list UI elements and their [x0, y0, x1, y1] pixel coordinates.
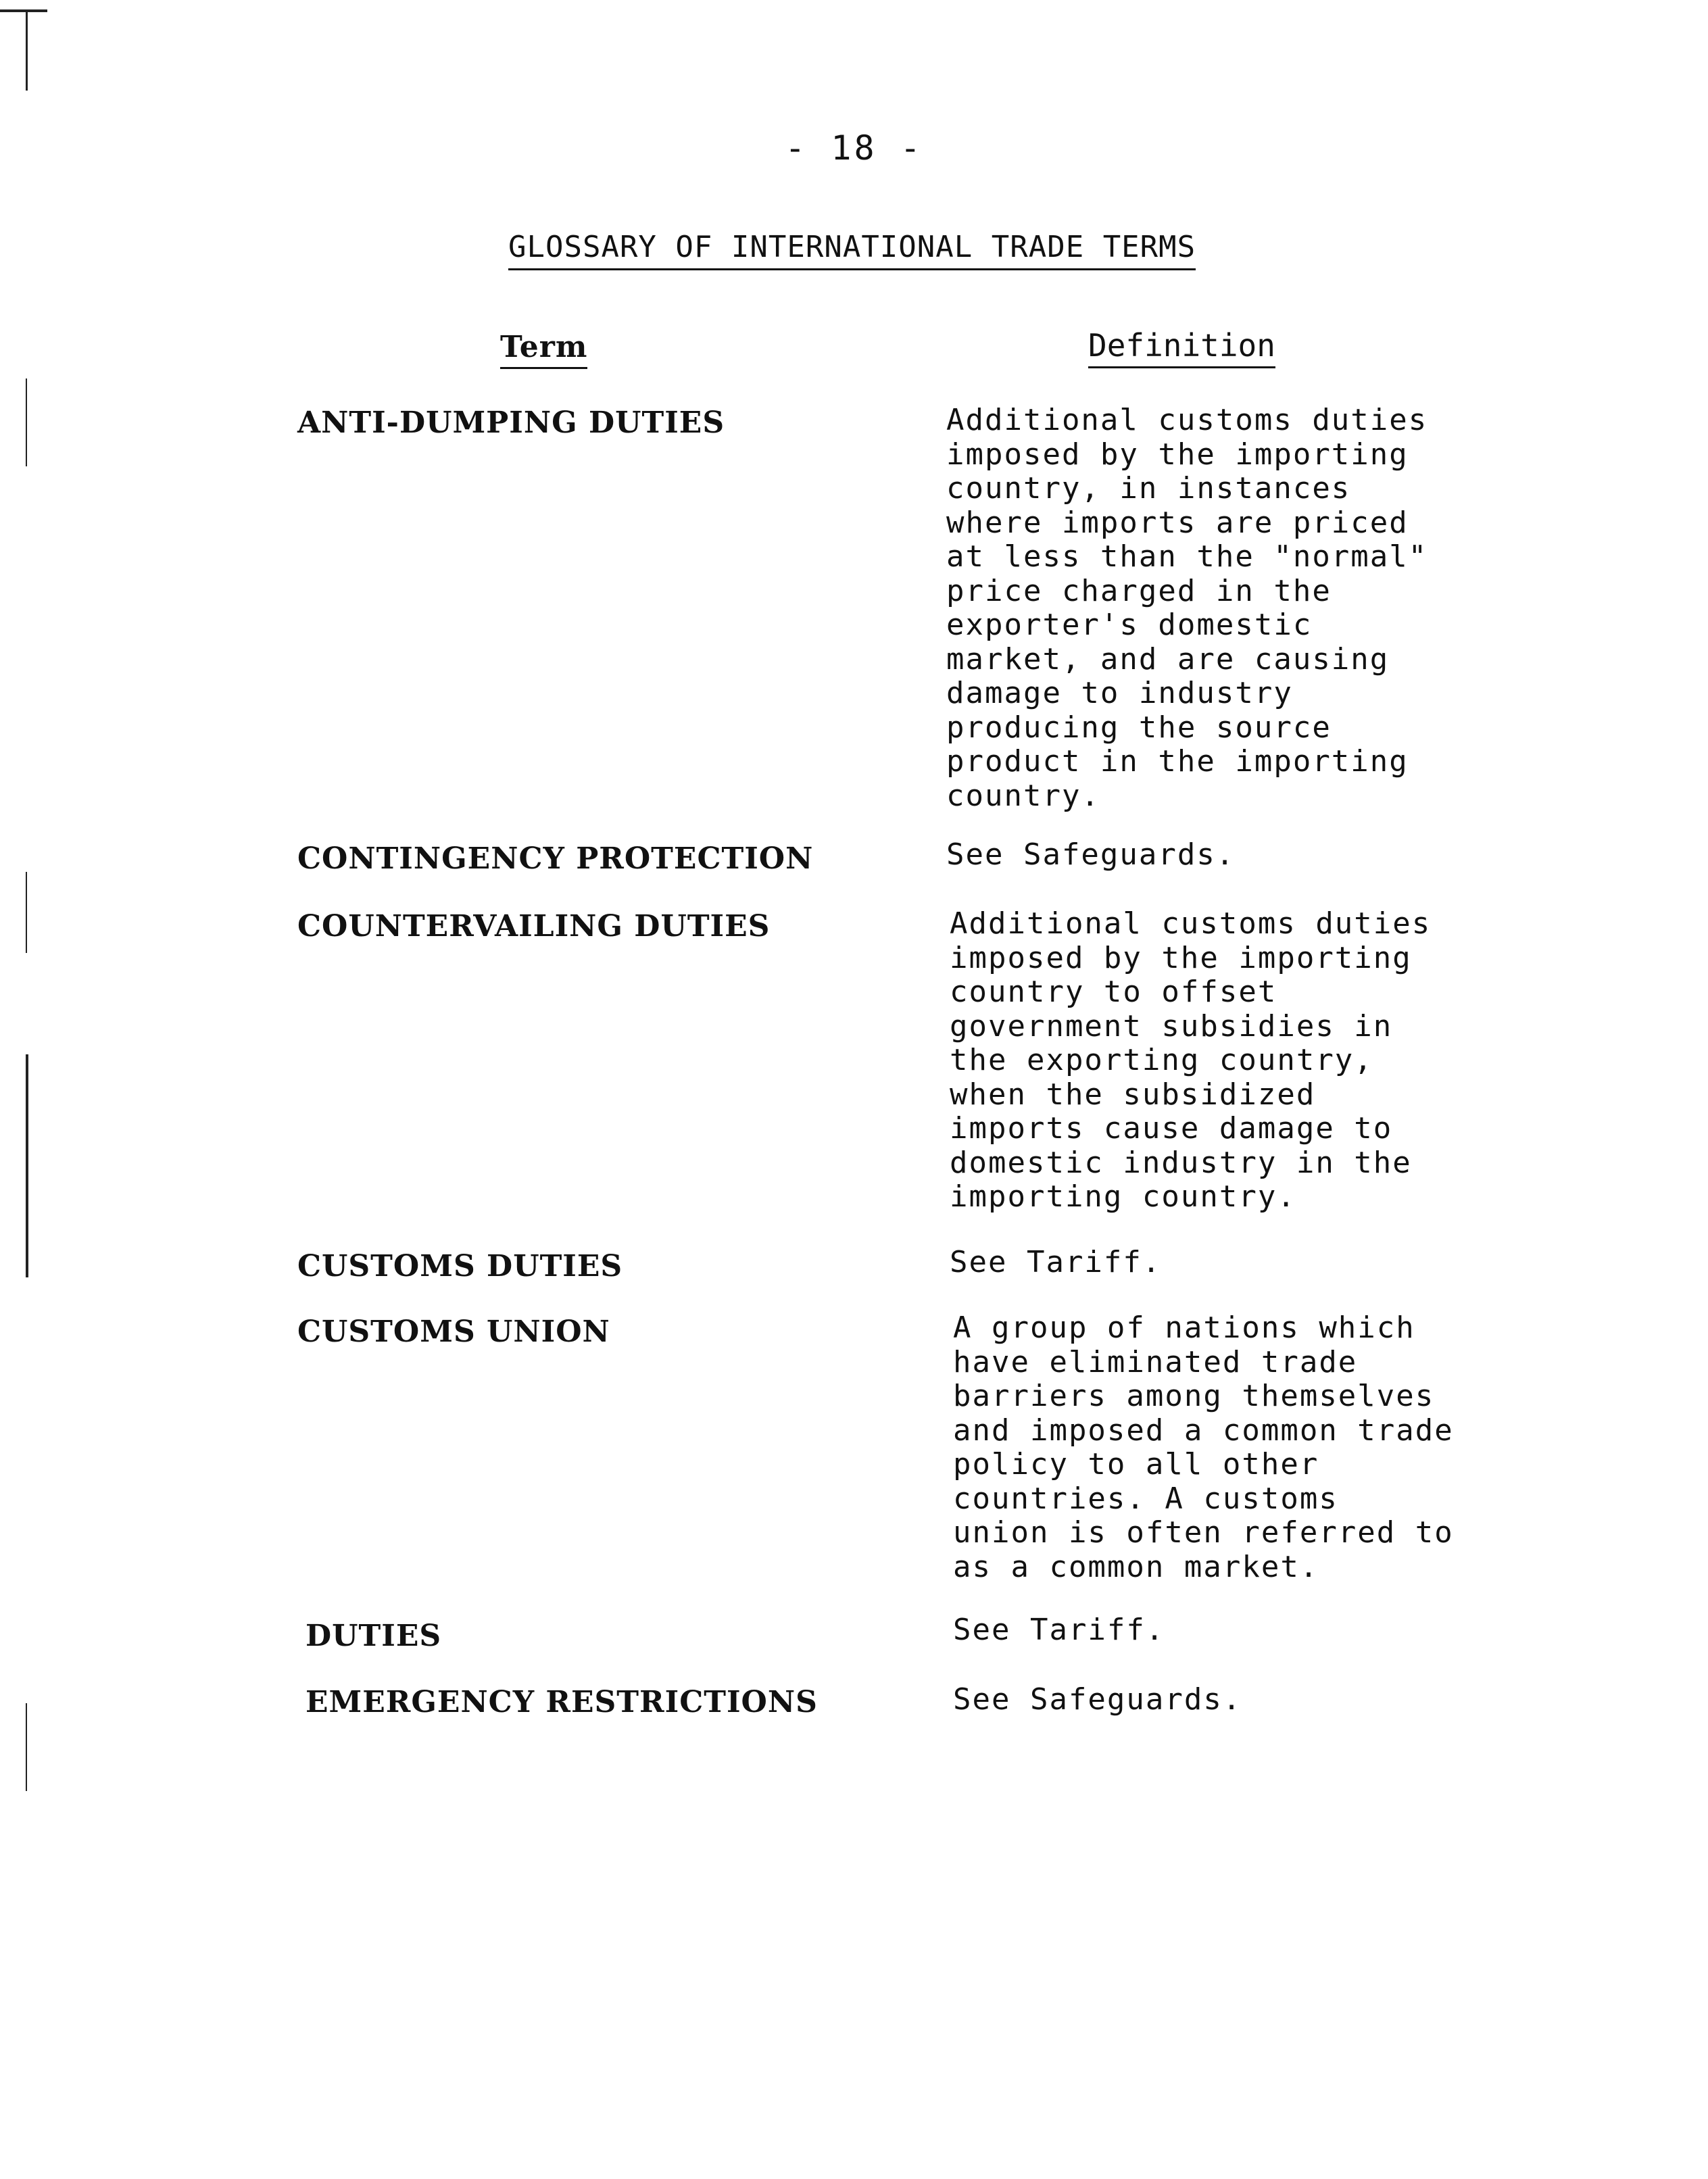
margin-rule-1 — [26, 378, 27, 466]
glossary-definition: See Tariff. — [953, 1613, 1165, 1647]
glossary-definition: Additional customs duties imposed by the importing country to offset government subsidies in the exporting country, when the subsidized imports cause damage to domestic industry in the importing country. — [950, 906, 1432, 1214]
glossary-definition: A group of nations which have eliminated trade barriers among themselves and imposed a common trade policy to all other countries. A customs union is often referred to as a common market. — [953, 1311, 1454, 1584]
glossary-term: EMERGENCY RESTRICTIONS — [306, 1685, 818, 1719]
glossary-definition: See Tariff. — [950, 1245, 1162, 1279]
column-header-term: Term — [500, 330, 587, 369]
margin-rule-4 — [26, 1703, 27, 1791]
glossary-term: CUSTOMS DUTIES — [297, 1249, 623, 1283]
margin-rule-2 — [26, 872, 27, 953]
column-header-definition: Definition — [1088, 327, 1275, 368]
page-number: - 18 - — [785, 128, 923, 168]
glossary-term: CONTINGENCY PROTECTION — [297, 841, 814, 876]
glossary-term: DUTIES — [306, 1619, 442, 1653]
glossary-term: CUSTOMS UNION — [297, 1315, 610, 1349]
margin-rule-3 — [26, 1054, 28, 1277]
glossary-definition: Additional customs duties imposed by the importing country, in instances where imports are priced at less than the "normal" price charged in the exporter's domestic market, and are causing damage to industry producing the source product in the importing country. — [946, 403, 1428, 813]
page-title: GLOSSARY OF INTERNATIONAL TRADE TERMS — [508, 230, 1196, 270]
glossary-term: ANTI-DUMPING DUTIES — [297, 406, 725, 440]
glossary-term: COUNTERVAILING DUTIES — [297, 909, 771, 944]
margin-rule-top — [26, 9, 28, 91]
glossary-definition: See Safeguards. — [953, 1682, 1242, 1717]
margin-tick-mark — [0, 9, 47, 12]
glossary-definition: See Safeguards. — [946, 837, 1236, 872]
